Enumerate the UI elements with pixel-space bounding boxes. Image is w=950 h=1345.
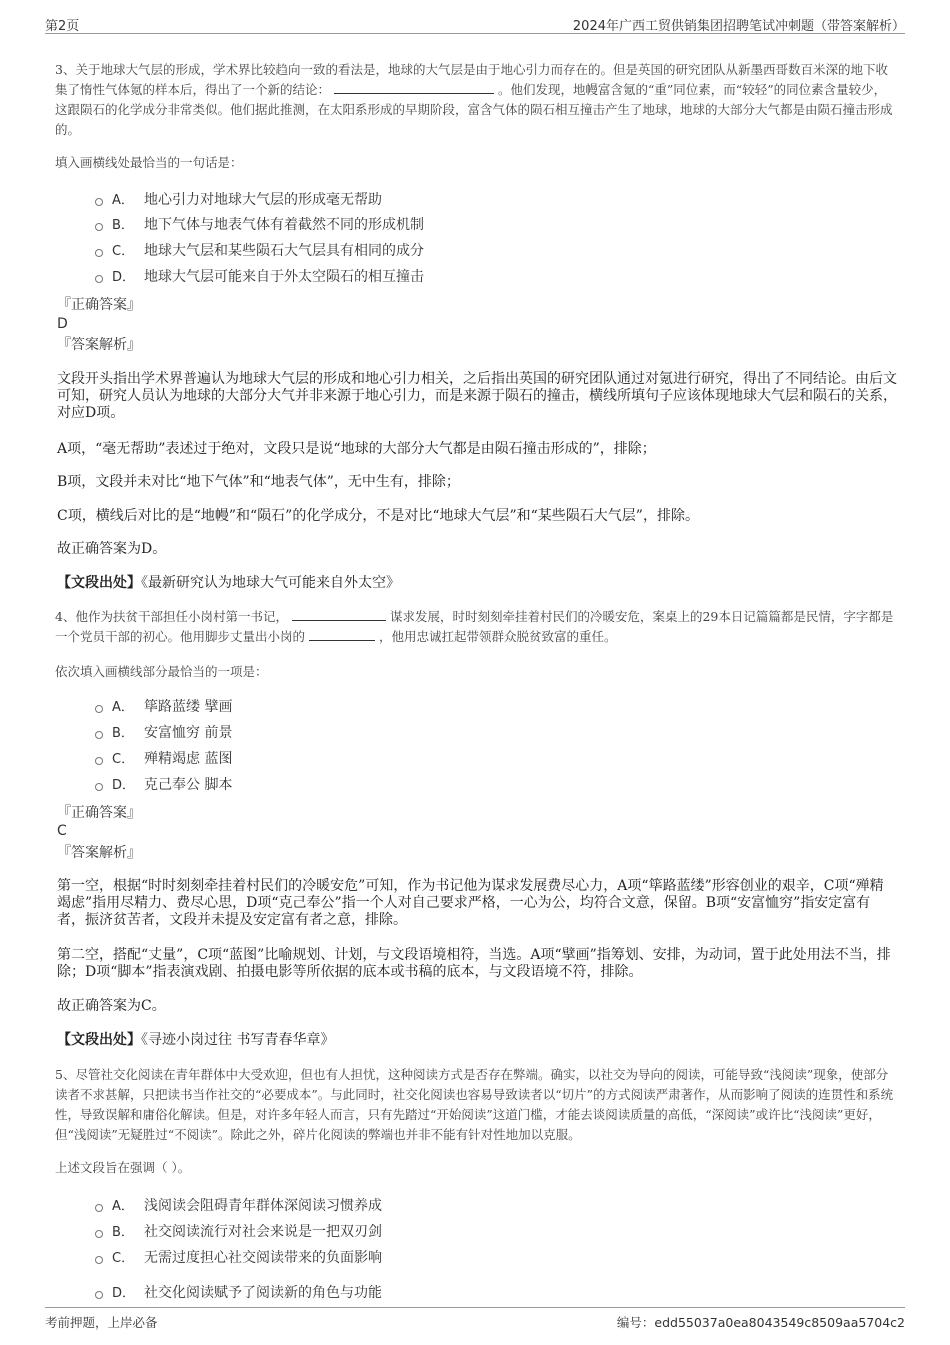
- radio-icon[interactable]: [95, 705, 103, 713]
- q5-option-d[interactable]: D． 社交化阅读赋予了阅读新的角色与功能: [95, 1284, 382, 1303]
- q3-option-b[interactable]: B． 地下气体与地表气体有着截然不同的形成机制: [95, 216, 424, 235]
- question-3-prompt: 填入画横线处最恰当的一句话是：: [55, 155, 243, 170]
- q4-answer: C: [57, 823, 67, 839]
- document-code: 编号：edd55037a0ea8043549c8509aa5704c2: [616, 1315, 905, 1330]
- q3-answer-label: 『正确答案』: [57, 297, 141, 313]
- q4-analysis-paragraph: 第二空，搭配“丈量”，C项“蓝图”比喻规划、计划，与文段语境相符，当选。A项“擘画”指筹划、安排，为动词，置于此处用法不当，排除；D项“脚本”指表演戏剧、拍摄电影等所依据的底本或书稿的底本，与文段语境不符，排除。: [57, 947, 891, 980]
- q4-option-d[interactable]: D． 克己奉公 脚本: [95, 776, 232, 795]
- header-divider: [45, 33, 905, 34]
- q3-analysis-label: 『答案解析』: [57, 337, 141, 353]
- q4-option-a[interactable]: A． 筚路蓝缕 擘画: [95, 698, 232, 717]
- q4-analysis-paragraph: 第一空，根据“时时刻刻牵挂着村民们的冷暖安危”可知，作为书记他为谋求发展费尽心力，A项“筚路蓝缕”形容创业的艰辛，C项“殚精竭虑”指用尽精力、费尽心思，D项“克己奉公”指一个人对自己要求严格，一心为公，均符合文意，保留。B项“安富恤穷”指安定富有者，振济贫苦者，文段并未提及安定富有者之意，排除。: [57, 878, 884, 928]
- q5-option-b[interactable]: B． 社交阅读流行对社会来说是一把双刃剑: [95, 1223, 382, 1242]
- radio-icon[interactable]: [95, 275, 103, 283]
- q3-option-d[interactable]: D． 地球大气层可能来自于外太空陨石的相互撞击: [95, 268, 424, 287]
- q3-option-a[interactable]: A． 地心引力对地球大气层的形成毫无帮助: [95, 191, 382, 210]
- radio-icon[interactable]: [95, 198, 103, 206]
- question-3-stem: 3、关于地球大气层的形成，学术界比较趋向一致的看法是，地球的大气层是由于地心引力而存在的。但是英国的研究团队从新墨西哥数百米深的地下收集了惰性气体氪的样本后，得出了一个新的结论： 。他们发现，地幔富含氪的“重”同位素，而“较轻”的同位素含量较少，这跟陨石的化学成分非常类似。他们据此推测，在太阳系形成的早期阶段，富含气体的陨石相互撞击产生了地球，地球的大部分大气都是由陨石撞击形成的。: [55, 62, 893, 137]
- q3-analysis-paragraph: A项，“毫无帮助”表述过于绝对，文段只是说“地球的大部分大气都是由陨石撞击形成的”，排除；: [57, 441, 656, 457]
- question-4-blank-2: [309, 628, 375, 641]
- footer-slogan: 考前押题，上岸必备: [45, 1315, 158, 1330]
- q3-answer: D: [57, 316, 68, 332]
- q4-source: 【文段出处】《寻迹小岗过往 书写青春华章》: [57, 1032, 335, 1048]
- question-4-prompt: 依次填入画横线部分最恰当的一项是：: [55, 664, 268, 679]
- document-title: 2024年广西工贸供销集团招聘笔试冲刺题（带答案解析）: [572, 19, 905, 34]
- radio-icon[interactable]: [95, 249, 103, 257]
- radio-icon[interactable]: [95, 223, 103, 231]
- radio-icon[interactable]: [95, 1256, 103, 1264]
- q4-analysis-label: 『答案解析』: [57, 845, 141, 861]
- radio-icon[interactable]: [95, 1230, 103, 1238]
- radio-icon[interactable]: [95, 1291, 103, 1299]
- question-4-blank-1: [292, 608, 386, 621]
- q4-answer-label: 『正确答案』: [57, 805, 141, 821]
- q5-option-a[interactable]: A． 浅阅读会阻碍青年群体深阅读习惯养成: [95, 1197, 382, 1216]
- q3-analysis-paragraph: 文段开头指出学术界普遍认为地球大气层的形成和地心引力相关，之后指出英国的研究团队通过对氪进行研究，得出了不同结论。由后文可知，研究人员认为地球的大部分大气并非来源于地心引力，而是来源于陨石的撞击，横线所填句子应该体现地球大气层和陨石的关系，对应D项。: [57, 371, 897, 421]
- question-4-stem: 4、他作为扶贫干部担任小岗村第一书记， 谋求发展，时时刻刻牵挂着村民们的冷暖安危，案桌上的29本日记篇篇都是民情，字字都是一个党员干部的初心。他用脚步丈量出小岗的 ，他用忠诚扛起带领群众脱贫致富的重任。: [55, 609, 894, 644]
- q3-analysis-paragraph: C项，横线后对比的是“地幔”和“陨石”的化学成分，不是对比“地球大气层”和“某些陨石大气层”，排除。: [57, 508, 699, 524]
- q3-option-c[interactable]: C． 地球大气层和某些陨石大气层具有相同的成分: [95, 242, 424, 261]
- q3-analysis-paragraph: B项，文段并未对比“地下气体”和“地表气体”，无中生有，排除；: [57, 474, 460, 490]
- question-3-blank: [334, 81, 494, 94]
- radio-icon[interactable]: [95, 757, 103, 765]
- q3-source: 【文段出处】《最新研究认为地球大气可能来自外太空》: [57, 575, 400, 591]
- radio-icon[interactable]: [95, 731, 103, 739]
- q4-option-b[interactable]: B． 安富恤穷 前景: [95, 724, 232, 743]
- q5-option-c[interactable]: C． 无需过度担心社交阅读带来的负面影响: [95, 1249, 382, 1268]
- q4-analysis-paragraph: 故正确答案为C。: [57, 998, 166, 1014]
- footer-divider: [45, 1307, 905, 1308]
- radio-icon[interactable]: [95, 783, 103, 791]
- question-5-stem: 5、尽管社交化阅读在青年群体中大受欢迎，但也有人担忧，这种阅读方式是否存在弊端。确实，以社交为导向的阅读，可能导致“浅阅读”现象，使部分读者不求甚解，只把读书当作社交的“必要成本”。与此同时，社交化阅读也容易导致读者以“切片”的方式阅读严肃著作，从而影响了阅读的连贯性和系统性，导致误解和庸俗化解读。但是，对许多年轻人而言，只有先踏过“开始阅读”这道门槛，才能去谈阅读质量的高低，“深阅读”或许比“浅阅读”更好，但“浅阅读”无疑胜过“不阅读”。除此之外，碎片化阅读的弊端也并非不能有针对性地加以克服。: [55, 1067, 894, 1142]
- q3-analysis-paragraph: 故正确答案为D。: [57, 541, 167, 557]
- q4-option-c[interactable]: C． 殚精竭虑 蓝图: [95, 750, 232, 769]
- radio-icon[interactable]: [95, 1204, 103, 1212]
- page-number: 第2页: [45, 19, 80, 34]
- question-5-prompt: 上述文段旨在强调（ ）。: [55, 1160, 191, 1175]
